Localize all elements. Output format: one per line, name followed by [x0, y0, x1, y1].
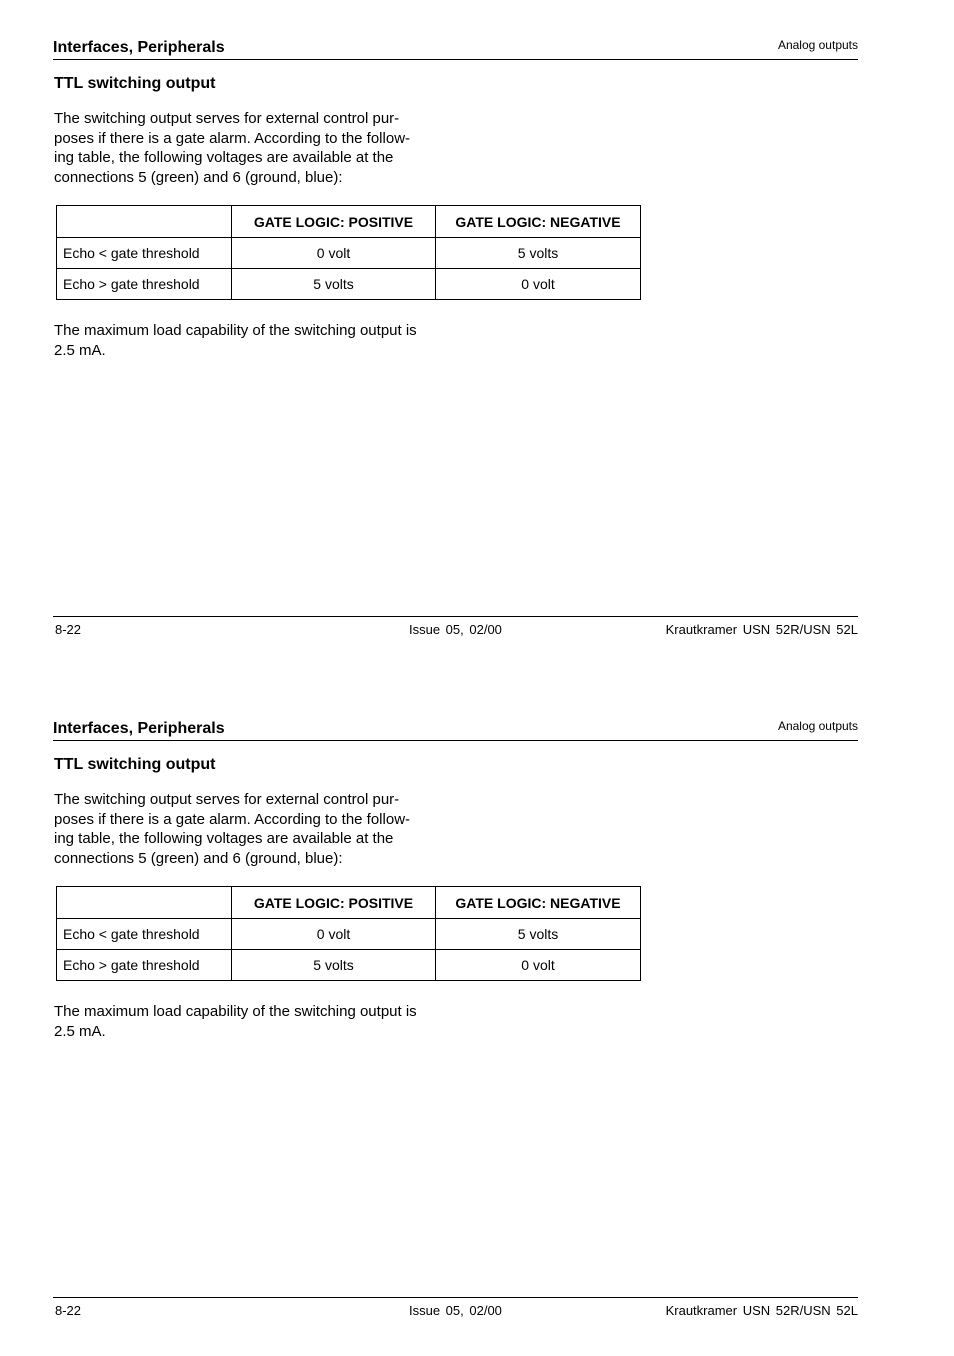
table-row: [57, 238, 641, 269]
table-cell: 0 volt: [436, 950, 641, 981]
footer-divider: [53, 616, 858, 617]
paragraph-line: 2.5 mA.: [54, 341, 106, 359]
table-header-row: [57, 887, 641, 919]
closing-paragraph: [54, 321, 474, 360]
table-row-label: Echo > gate threshold: [57, 269, 232, 300]
issue-label: Issue 05, 02/00: [409, 622, 502, 637]
paragraph-line: connections 5 (green) and 6 (ground, blue):: [54, 168, 343, 186]
voltage-table: [56, 205, 641, 300]
table-header-cell: GATE LOGIC: POSITIVE: [232, 206, 436, 238]
table-row-label: Echo < gate threshold: [57, 238, 232, 269]
paragraph-line: connections 5 (green) and 6 (ground, blue):: [54, 849, 343, 867]
subsection-title: Analog outputs: [777, 38, 858, 52]
header-divider: [53, 740, 858, 741]
product-name: Krautkramer USN 52R/USN 52L: [665, 1303, 858, 1318]
table-cell: 5 volts: [232, 269, 436, 300]
paragraph-line: ing table, the following voltages are available at the: [54, 830, 394, 847]
table-header-cell: [57, 206, 232, 238]
page-heading: TTL switching output: [54, 756, 216, 773]
paragraph-line: poses if there is a gate alarm. According to the follow-: [54, 810, 411, 828]
table-row: [57, 269, 641, 300]
intro-paragraph: [54, 790, 454, 868]
table-cell: 5 volts: [232, 950, 436, 981]
intro-paragraph: [54, 109, 454, 187]
header-divider: [53, 59, 858, 60]
paragraph-line: poses if there is a gate alarm. According to the follow-: [54, 129, 411, 147]
issue-label: Issue 05, 02/00: [409, 1303, 502, 1318]
table-header-cell: GATE LOGIC: NEGATIVE: [436, 887, 641, 919]
table-header-row: [57, 206, 641, 238]
table-row: [57, 919, 641, 950]
paragraph-line: 2.5 mA.: [54, 1022, 106, 1040]
table-row-label: Echo < gate threshold: [57, 919, 232, 950]
paragraph-line: The maximum load capability of the switching output is: [54, 1003, 417, 1020]
table-row: [57, 950, 641, 981]
table-cell: 0 volt: [232, 919, 436, 950]
document-page: [0, 0, 954, 675]
product-name: Krautkramer USN 52R/USN 52L: [665, 622, 858, 637]
table-header-cell: [57, 887, 232, 919]
table-header-cell: GATE LOGIC: POSITIVE: [232, 887, 436, 919]
voltage-table: [56, 886, 641, 981]
table-cell: 5 volts: [436, 238, 641, 269]
closing-paragraph: [54, 1002, 474, 1041]
section-title: Interfaces, Peripherals: [53, 720, 225, 737]
document-page: [0, 681, 954, 1356]
subsection-title: Analog outputs: [777, 719, 858, 733]
table-header-cell: GATE LOGIC: NEGATIVE: [436, 206, 641, 238]
page-number: 8-22: [55, 622, 82, 637]
paragraph-line: The switching output serves for external control pur-: [54, 110, 400, 127]
table-row-label: Echo > gate threshold: [57, 950, 232, 981]
section-title: Interfaces, Peripherals: [53, 39, 225, 56]
paragraph-line: The switching output serves for external control pur-: [54, 791, 400, 808]
table-cell: 0 volt: [436, 269, 641, 300]
table-cell: 5 volts: [436, 919, 641, 950]
table-cell: 0 volt: [232, 238, 436, 269]
page-heading: TTL switching output: [54, 75, 216, 92]
paragraph-line: ing table, the following voltages are available at the: [54, 149, 394, 166]
page-number: 8-22: [55, 1303, 82, 1318]
footer-divider: [53, 1297, 858, 1298]
paragraph-line: The maximum load capability of the switching output is: [54, 322, 417, 339]
